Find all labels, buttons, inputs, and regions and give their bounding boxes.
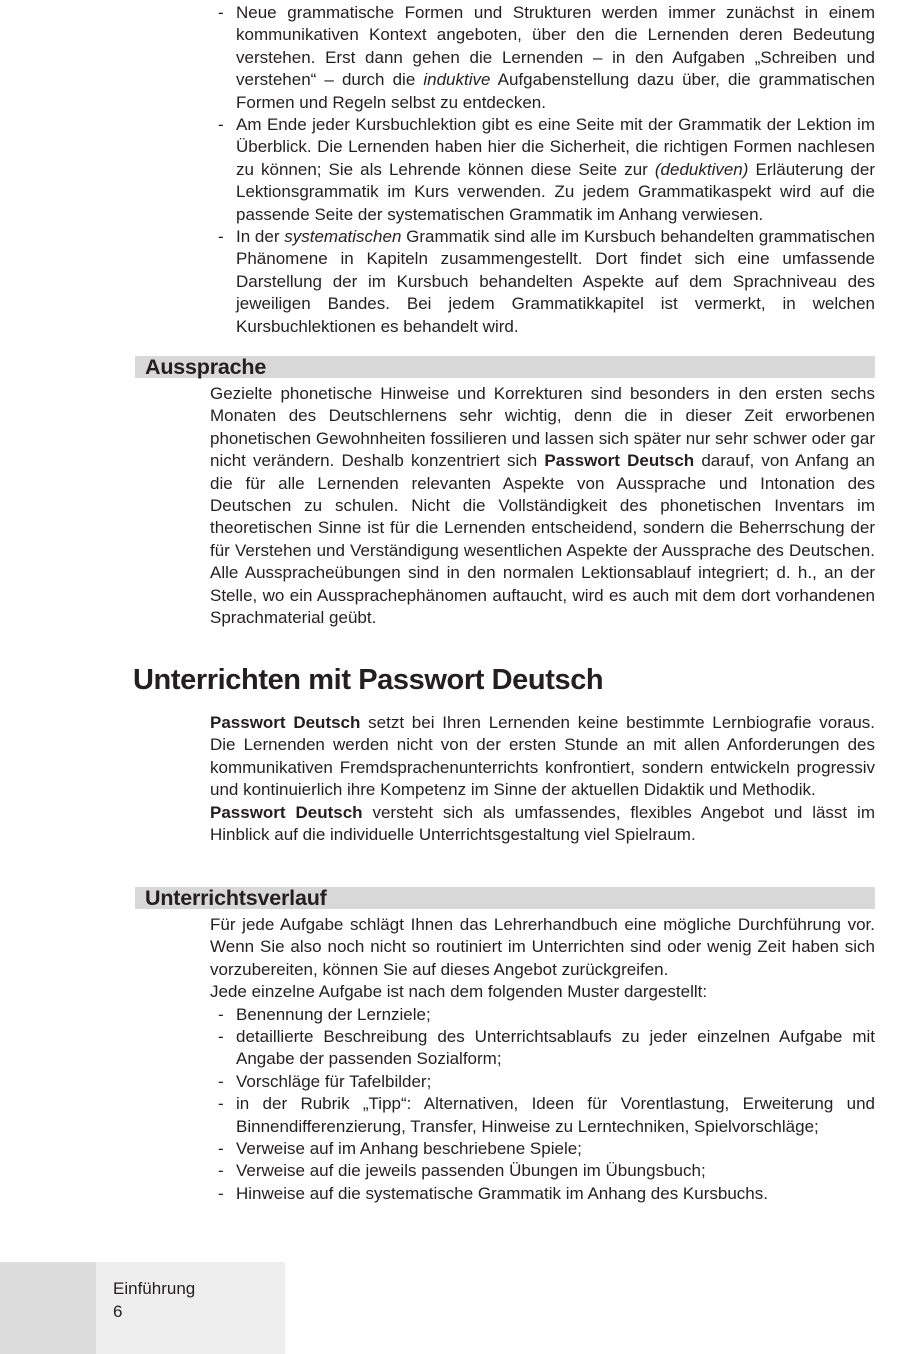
list-item	[210, 1026, 875, 1071]
footer-tab	[96, 1262, 285, 1354]
chapter-intro-block	[210, 712, 875, 846]
list-item	[210, 226, 875, 338]
list-item	[210, 1071, 875, 1093]
bullet-dash: -	[218, 1004, 224, 1024]
list-item	[210, 2, 875, 114]
bullet-text: Vorschläge für Tafelbilder;	[236, 1071, 432, 1091]
bullet-text: Benennung der Lernziele;	[236, 1004, 431, 1024]
intro-bullet-list	[210, 2, 875, 338]
paragraph: Passwort Deutsch versteht sich als umfassendes, flexibles Angebot und lässt im Hinblick auf die individuelle Unterrichtsgestaltung viel Spielraum.	[210, 802, 875, 845]
aussprache-paragraph-block	[210, 383, 875, 629]
bullet-dash: -	[218, 1027, 224, 1047]
section-heading-label: Unterrichtsverlauf	[145, 886, 327, 910]
unterrichtsverlauf-bullet-list	[210, 1004, 875, 1206]
paragraph: Für jede Aufgabe schlägt Ihnen das Lehrerhandbuch eine mögliche Durchführung vor. Wenn Sie also noch nicht so routiniert im Unterrichten sind oder wenig Zeit haben sich vorzubereiten, können Sie auf dieses Angebot zurückgreifen.	[210, 915, 875, 979]
section-heading-bar-aussprache	[135, 356, 875, 378]
bullet-dash: -	[218, 1183, 224, 1203]
bullet-text: in der Rubrik „Tipp“: Alternativen, Ideen für Vorentlastung, Erweiterung und Binnendifferenzierung, Transfer, Hinweise zu Lerntechniken, Spielvorschläge;	[236, 1094, 875, 1136]
list-item	[210, 1138, 875, 1160]
list-item	[210, 1093, 875, 1138]
bullet-text: In der systematischen Grammatik sind alle im Kursbuch behandelten grammatischen Phänomene in Kapiteln zusammengestellt. Dort findet sich eine umfassende Darstellung der im Kursbuch behandelten Aspekte auf dem Sprachniveau des jeweiligen Bandes. Bei jedem Grammatikkapitel ist vermerkt, in welchen Kursbuchlektionen es behandelt wird.	[236, 227, 875, 336]
bullet-dash: -	[218, 1139, 224, 1159]
bullet-text: Neue grammatische Formen und Strukturen werden immer zunächst in einem kommunikativen Kontext angeboten, über den die Lernenden deren Bedeutung verstehen. Erst dann gehen die Lernenden – in den Aufgaben „Schreiben und verstehen“ – durch die induktive Aufgabenstellung dazu über, die grammatischen Formen und Regeln selbst zu entdecken.	[236, 3, 875, 112]
paragraph: Gezielte phonetische Hinweise und Korrekturen sind besonders in den ersten sechs Monaten des Deutschlernens sehr wichtig, denn die in dieser Zeit erworbenen phonetischen Gewohnheiten fossilieren und lassen sich später nur sehr schwer oder gar nicht verändern. Deshalb konzentriert sich Passwort Deutsch darauf, von Anfang an die für alle Lernenden relevanten Aspekte von Aussprache und Intonation des Deutschen zu schulen. Nicht die Vollständigkeit des phonetischen Inventars im theoretischen Sinne ist für die Lernenden entscheidend, sondern die Beherrschung der für Verstehen und Verständigung wesentlichen Aspekte der Aussprache des Deutschen. Alle Ausspracheübungen sind in den normalen Lektionsablauf integriert; d. h., an der Stelle, wo ein Aussprachephänomen auftaucht, wird es auch mit dem dort vorhandenen Sprachmaterial geübt.	[210, 384, 875, 628]
footer-section-label: Einführung	[113, 1279, 196, 1298]
list-item	[210, 1183, 875, 1205]
bullet-text: Hinweise auf die systematische Grammatik im Anhang des Kursbuchs.	[236, 1183, 768, 1203]
bullet-dash: -	[218, 1161, 224, 1181]
bullet-dash: -	[218, 115, 224, 135]
bullet-dash: -	[218, 227, 224, 247]
bullet-text: Am Ende jeder Kursbuchlektion gibt es eine Seite mit der Grammatik der Lektion im Überblick. Die Lernenden haben hier die Sicherheit, die richtigen Formen nachlesen zu können; Sie als Lehrende können diese Seite zur (deduktiven) Erläuterung der Lektionsgrammatik im Kurs verwenden. Zu jedem Grammatikaspekt wird auf die passende Seite der systematischen Grammatik im Anhang verwiesen.	[236, 115, 876, 224]
unterrichtsverlauf-block	[210, 914, 875, 1205]
paragraph: Jede einzelne Aufgabe ist nach dem folgenden Muster dargestellt:	[210, 982, 708, 1002]
bullet-dash: -	[218, 1071, 224, 1091]
list-item	[210, 1004, 875, 1026]
chapter-title: Unterrichten mit Passwort Deutsch	[133, 664, 604, 696]
list-item	[210, 114, 875, 226]
list-item	[210, 1160, 875, 1182]
footer-page-number: 6	[113, 1302, 123, 1321]
bullet-text: detaillierte Beschreibung des Unterrichtsablaufs zu jeder einzelnen Aufgabe mit Angabe der passenden Sozialform;	[236, 1027, 875, 1069]
bullet-dash: -	[218, 1094, 224, 1114]
section-heading-bar-unterrichtsverlauf	[135, 887, 875, 909]
bullet-dash: -	[218, 3, 224, 22]
footer-tab-spacer	[0, 1262, 96, 1354]
section-heading-label: Aussprache	[145, 355, 267, 379]
paragraph: Passwort Deutsch setzt bei Ihren Lernenden keine bestimmte Lernbiografie voraus. Die Lernenden werden nicht von der ersten Stunde an mit allen Anforderungen des kommunikativen Fremdsprachenunterrichts konfrontiert, sondern entwickeln progressiv und kontinuierlich ihre Kompetenz im Sinne der aktuellen Didaktik und Methodik.	[210, 713, 875, 800]
bullet-text: Verweise auf die jeweils passenden Übungen im Übungsbuch;	[236, 1161, 706, 1181]
bullet-text: Verweise auf im Anhang beschriebene Spiele;	[236, 1139, 582, 1159]
